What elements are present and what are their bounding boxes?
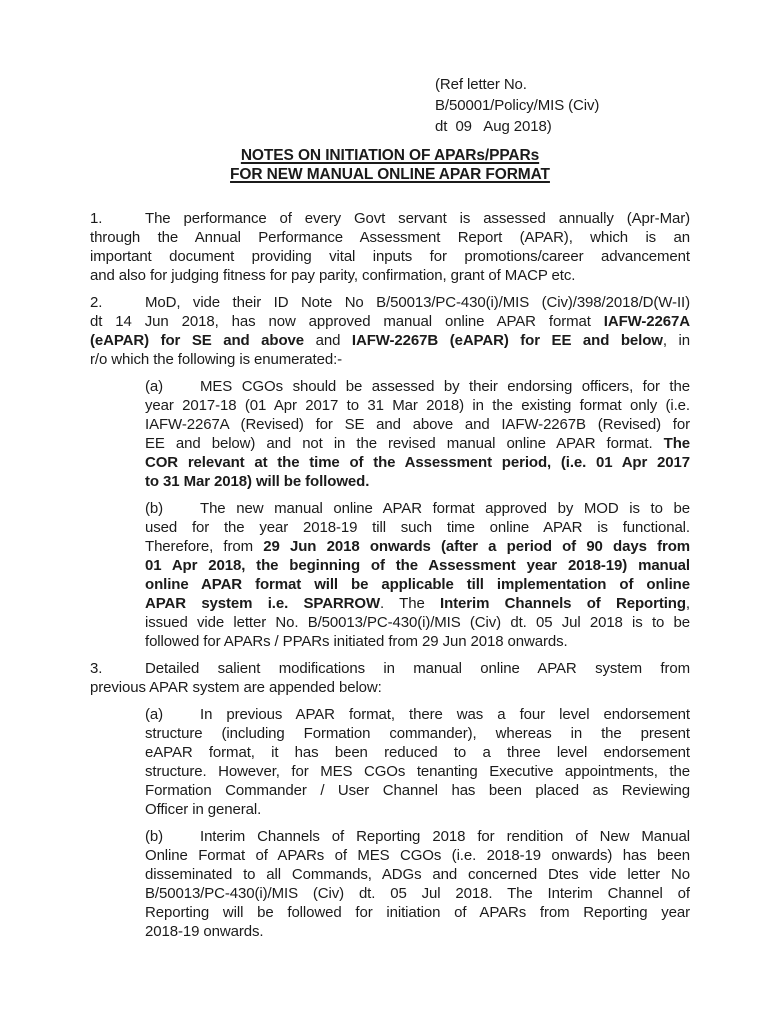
text-line: 1. The performance of every Govt servant is assessed annually (Apr-Mar) [90,210,690,227]
text-line: Reporting will be followed for initiation of APARs from Reporting year [145,904,690,921]
text-line: 3. Detailed salient modifications in manual online APAR system from [90,660,690,677]
text-line: dt 14 Jun 2018, has now approved manual online APAR format IAFW-2267A [90,313,690,330]
text-line: EE and below) and not in the revised manual online APAR format. The [145,435,690,452]
text-line: (b) The new manual online APAR format approved by MOD is to be [145,500,690,517]
text-line: disseminated to all Commands, ADGs and concerned Dtes vide letter No [145,866,690,883]
paragraph-number: 3. [90,660,103,677]
text-line: year 2017-18 (01 Apr 2017 to 31 Mar 2018) in the existing format only (i.e. [145,397,690,414]
text-line: Officer in general. [145,801,262,818]
ref-line-2: B/50001/Policy/MIS (Civ) [435,97,600,114]
text-line: through the Annual Performance Assessment Report (APAR), which is an [90,229,690,246]
text-line: IAFW-2267A (Revised) for SE and above and IAFW-2267B (Revised) for [145,416,690,433]
text-line: (a) MES CGOs should be assessed by their endorsing officers, for the [145,378,690,395]
text-line: structure (including Formation commander), whereas in the present [145,725,690,742]
text-line: (a) In previous APAR format, there was a four level endorsement [145,706,690,723]
text-line: and also for judging fitness for pay parity, confirmation, grant of MACP etc. [90,267,576,284]
text-line: (eAPAR) for SE and above and IAFW-2267B (eAPAR) for EE and below, in [90,332,690,349]
text-line: 2. MoD, vide their ID Note No B/50013/PC-430(i)/MIS (Civ)/398/2018/D(W-II) [90,294,690,311]
para-2b [145,499,690,651]
ref-line-3: dt 09 Aug 2018) [435,118,552,135]
text-line: Online Format of APARs of MES CGOs (i.e. 2018-19 onwards) has been [145,847,690,864]
title-line-1: NOTES ON INITIATION OF APARs/PPARs [240,147,540,164]
text-line: (b) Interim Channels of Reporting 2018 for rendition of New Manual [145,828,690,845]
title-line-2: FOR NEW MANUAL ONLINE APAR FORMAT [230,166,550,183]
paragraph-number: (a) [145,706,164,723]
text-line: Formation Commander / User Channel has been placed as Reviewing [145,782,690,799]
paragraph-number: 2. [90,294,103,311]
text-line: eAPAR format, it has been reduced to a three level endorsement [145,744,690,761]
text-line: B/50013/PC-430(i)/MIS (Civ) dt. 05 Jul 2018. The Interim Channel of [145,885,690,902]
paragraph-number: (b) [145,500,164,517]
paragraph-number: (b) [145,828,164,845]
paragraph-number: 1. [90,210,103,227]
text-line: structure. However, for MES CGOs tenanting Executive appointments, the [145,763,690,780]
text-line: 01 Apr 2018, the beginning of the Assessment year 2018-19) manual [145,557,690,574]
para-1 [90,209,690,285]
document-body [90,209,690,949]
ref-line-1: (Ref letter No. [435,76,527,93]
text-line: important document providing vital inputs for promotions/career advancement [90,248,690,265]
text-line: previous APAR system are appended below: [90,679,382,696]
para-3 [90,659,690,697]
text-line: 2018-19 onwards. [145,923,264,940]
text-line: used for the year 2018-19 till such time online APAR is functional. [145,519,690,536]
text-line: followed for APARs / PPARs initiated from 29 Jun 2018 onwards. [145,633,568,650]
paragraph-number: (a) [145,378,164,395]
text-line: to 31 Mar 2018) will be followed. [145,473,370,490]
para-2a [145,377,690,491]
ref-letter-block [435,74,599,137]
document-title [90,146,690,184]
text-line: APAR system i.e. SPARROW. The Interim Channels of Reporting, [145,595,690,612]
text-line: COR relevant at the time of the Assessment period, (i.e. 01 Apr 2017 [145,454,690,471]
para-3b [145,827,690,941]
text-line: issued vide letter No. B/50013/PC-430(i)/MIS (Civ) dt. 05 Jul 2018 is to be [145,614,690,631]
para-2 [90,293,690,369]
text-line: r/o which the following is enumerated:- [90,351,343,368]
text-line: online APAR format will be applicable till implementation of online [145,576,690,593]
para-3a [145,705,690,819]
text-line: Therefore, from 29 Jun 2018 onwards (after a period of 90 days from [145,538,690,555]
